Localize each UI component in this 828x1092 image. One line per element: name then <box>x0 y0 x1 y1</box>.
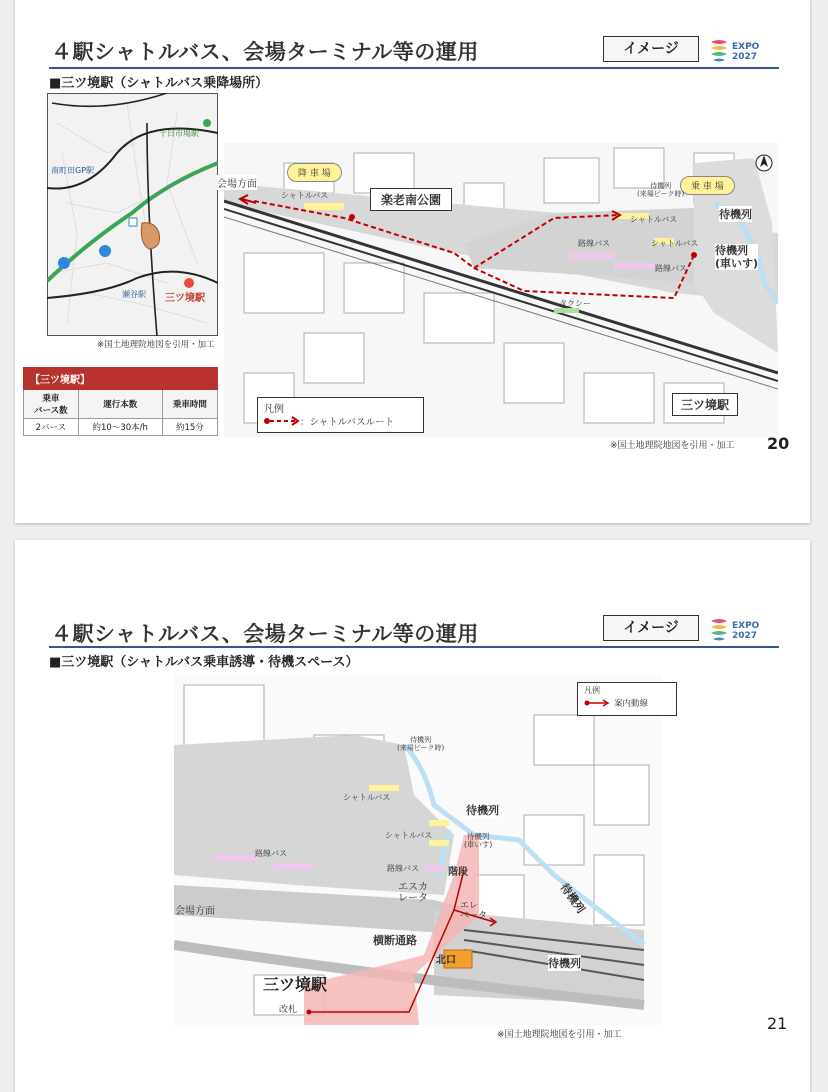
image-badge: イメージ <box>603 36 699 62</box>
route-bus-label: 路線バス <box>655 264 687 273</box>
expo-2027-logo <box>709 36 777 64</box>
station-guidance-map <box>174 675 662 1025</box>
park-label: 楽老南公園 <box>370 188 452 211</box>
slide-title: ４駅シャトルバス、会場ターミナル等の運用 <box>51 40 479 64</box>
slide-page-20 <box>15 0 810 523</box>
legend-guide-line <box>584 699 610 707</box>
table-header: 乗車 バース数 <box>24 390 79 419</box>
queue-label: 待機列 <box>557 881 588 916</box>
table-cell: 2バース <box>24 419 79 436</box>
title-rule <box>49 646 779 648</box>
table-header: 運行本数 <box>78 390 162 419</box>
inset-credit: ※国土地理院地図を引用・加工 <box>97 340 215 350</box>
boarding-area-label: 乗 車 場 <box>680 176 735 195</box>
map-legend <box>257 397 424 433</box>
station-name-label: 三ツ境駅 <box>672 393 738 416</box>
elevator-label: エレ ベータ <box>460 901 488 921</box>
crossing-passage-label: 横断通路 <box>373 934 417 947</box>
venue-direction-label: 会場方面 <box>175 906 215 917</box>
venue-direction-label: 会場方面 <box>217 175 257 190</box>
inset-station-label-highlight: 三ツ境駅 <box>165 293 205 304</box>
escalator-label: エスカ レータ <box>398 882 428 904</box>
table-cell: 約10～30本/h <box>78 419 162 436</box>
title-rule <box>49 67 779 69</box>
page-number: 20 <box>767 434 790 453</box>
alighting-area-label: 降 車 場 <box>287 163 342 182</box>
legend-title: 凡例 <box>584 686 600 695</box>
station-info-table <box>23 367 218 436</box>
table-title: 【三ツ境駅】 <box>24 368 218 390</box>
peak-queue-note: 待機列 (来場ピーク時) <box>397 736 445 752</box>
shuttle-bus-label: シャトルバス <box>385 831 433 840</box>
page-number: 21 <box>767 1014 788 1033</box>
ticket-gate-label: 改札 <box>279 1005 298 1015</box>
shuttle-bus-label: シャトルバス <box>651 239 699 248</box>
expo-2027-logo <box>709 615 777 643</box>
inset-station-label: 十日市場駅 <box>159 129 199 138</box>
route-bus-label: 路線バス <box>255 849 287 858</box>
north-exit-label: 北口 <box>436 955 456 966</box>
wheelchair-queue-label: 待機列 (車いす) <box>464 832 493 850</box>
table-cell: 約15分 <box>162 419 217 436</box>
slide-title: ４駅シャトルバス、会場ターミナル等の運用 <box>51 622 479 646</box>
queue-label: 待機列 <box>466 804 499 817</box>
shuttle-bus-label: シャトルバス <box>281 191 329 200</box>
taxi-label: タクシー <box>559 299 591 308</box>
logo-text-expo: EXPO <box>732 42 760 52</box>
logo-text-expo: EXPO <box>732 621 760 631</box>
section-subtitle: ■三ツ境駅（シャトルバス乗車誘導・待機スペース） <box>49 655 359 670</box>
legend-item-label: 案内動線 <box>614 699 649 709</box>
image-badge: イメージ <box>603 615 699 641</box>
shuttle-bus-label: シャトルバス <box>343 793 391 802</box>
map-credit: ※国土地理院地図を引用・加工 <box>610 441 735 451</box>
shuttle-bus-label: シャトルバス <box>630 215 678 224</box>
route-bus-label: 路線バス <box>578 239 610 248</box>
wheelchair-queue-label: 待機列 (車いす) <box>715 244 759 271</box>
inset-area-map <box>47 93 218 336</box>
map-legend <box>577 682 677 716</box>
map-credit: ※国土地理院地図を引用・加工 <box>497 1030 622 1040</box>
logo-text-year: 2027 <box>732 52 758 62</box>
logo-text-year: 2027 <box>732 631 758 641</box>
table-header: 乗車時間 <box>162 390 217 419</box>
legend-route-line <box>264 416 300 426</box>
queue-label: 待機列 <box>548 957 581 970</box>
legend-title: 凡例 <box>264 404 284 415</box>
section-subtitle: ■三ツ境駅（シャトルバス乗降場所） <box>49 76 269 91</box>
legend-item-label: ：シャトルバスルート <box>300 417 395 428</box>
route-bus-label: 路線バス <box>387 864 419 873</box>
queue-label: 待機列 <box>719 208 752 221</box>
inset-station-label: 南町田GP駅 <box>51 166 95 175</box>
stairs-label: 階段 <box>448 867 468 878</box>
inset-station-label: 瀬谷駅 <box>122 290 146 299</box>
station-name-label: 三ツ境駅 <box>263 975 328 994</box>
slide-page-21 <box>15 540 810 1092</box>
peak-queue-note: 待機列 (来場ピーク時) <box>637 182 685 198</box>
